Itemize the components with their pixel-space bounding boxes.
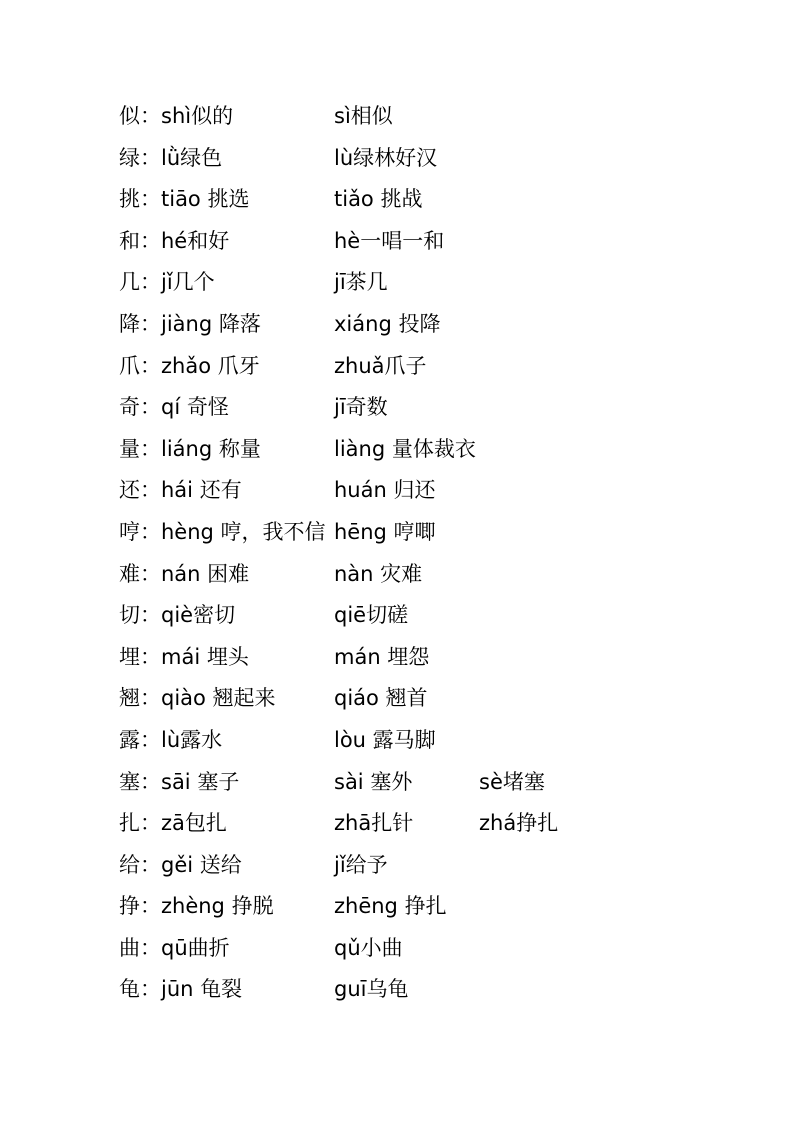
entry-reading-2: liàng 量体裁衣 xyxy=(334,436,476,461)
list-item xyxy=(119,346,739,388)
list-item xyxy=(119,595,739,637)
entry-reading-1: 似：shì似的 xyxy=(119,104,234,128)
entry-reading-2: hè一唱一和 xyxy=(334,228,445,253)
list-item xyxy=(119,429,739,471)
entry-reading-3: zhá挣扎 xyxy=(479,811,559,836)
list-item xyxy=(119,886,739,928)
list-item xyxy=(119,762,739,804)
entry-reading-1: 龟：jūn 龟裂 xyxy=(119,977,243,1002)
entry-reading-2: qǔ小曲 xyxy=(334,935,403,960)
entry-reading-1: 挣：zhèng 挣脱 xyxy=(119,894,274,919)
list-item xyxy=(119,845,739,887)
list-item xyxy=(119,678,739,720)
entry-reading-2: sài 塞外 xyxy=(334,769,413,794)
entry-reading-1: 奇：qí 奇怪 xyxy=(119,395,229,420)
entry-reading-1: 翘：qiào 翘起来 xyxy=(119,686,276,711)
entry-reading-2: lù绿林好汉 xyxy=(334,145,438,170)
list-item xyxy=(119,720,739,762)
list-item xyxy=(119,304,739,346)
entry-reading-2: guī乌龟 xyxy=(334,977,409,1002)
entry-reading-2: tiǎo 挑战 xyxy=(334,187,423,212)
list-item xyxy=(119,803,739,845)
entry-reading-2: zhuǎ爪子 xyxy=(334,353,427,378)
entry-reading-1: 曲：qū曲折 xyxy=(119,935,230,960)
list-item xyxy=(119,512,739,554)
entry-reading-1: 塞：sāi 塞子 xyxy=(119,769,240,794)
entry-reading-2: qiáo 翘首 xyxy=(334,686,428,711)
entry-reading-1: 扎：zā包扎 xyxy=(119,811,227,836)
list-item xyxy=(119,221,739,263)
entry-reading-1: 量：liáng 称量 xyxy=(119,436,261,461)
entry-reading-1: 降：jiàng 降落 xyxy=(119,311,261,336)
entry-reading-2: qiē切磋 xyxy=(334,603,409,628)
entry-reading-2: huán 归还 xyxy=(334,478,436,503)
entry-reading-2: xiáng 投降 xyxy=(334,311,441,336)
entry-reading-1: 还：hái 还有 xyxy=(119,478,242,503)
list-item xyxy=(119,96,739,138)
entry-reading-1: 给：gěi 送给 xyxy=(119,852,242,877)
entry-reading-2: jǐ给予 xyxy=(334,852,388,877)
entry-reading-1: 难：nán 困难 xyxy=(119,561,250,586)
entry-reading-3: sè堵塞 xyxy=(479,769,545,794)
list-item xyxy=(119,387,739,429)
list-item xyxy=(119,262,739,304)
entry-reading-1: 露：lù露水 xyxy=(119,727,223,752)
entry-reading-2: lòu 露马脚 xyxy=(334,727,436,752)
entry-reading-2: mán 埋怨 xyxy=(334,644,430,669)
list-item xyxy=(119,179,739,221)
entry-reading-2: sì相似 xyxy=(334,104,393,128)
entry-reading-2: zhā扎针 xyxy=(334,811,414,836)
list-item xyxy=(119,928,739,970)
entry-reading-2: nàn 灾难 xyxy=(334,561,423,586)
polyphonic-character-list xyxy=(119,96,739,1011)
list-item xyxy=(119,554,739,596)
entry-reading-1: 爪：zhǎo 爪牙 xyxy=(119,353,260,378)
entry-reading-1: 挑：tiāo 挑选 xyxy=(119,187,250,212)
entry-reading-1: 几：jǐ几个 xyxy=(119,270,215,295)
entry-reading-2: jī奇数 xyxy=(334,395,388,420)
entry-reading-1: 切：qiè密切 xyxy=(119,603,236,628)
entry-reading-2: zhēng 挣扎 xyxy=(334,894,447,919)
entry-reading-2: jī茶几 xyxy=(334,270,388,295)
entry-reading-2: hēng 哼唧 xyxy=(334,519,436,544)
list-item xyxy=(119,138,739,180)
entry-reading-1: 和：hé和好 xyxy=(119,228,230,253)
entry-reading-1: 绿：lǜ绿色 xyxy=(119,145,223,170)
list-item xyxy=(119,470,739,512)
entry-reading-1: 埋：mái 埋头 xyxy=(119,644,249,669)
list-item xyxy=(119,637,739,679)
entry-reading-1: 哼：hèng 哼，我不信 xyxy=(119,519,326,544)
list-item xyxy=(119,969,739,1011)
